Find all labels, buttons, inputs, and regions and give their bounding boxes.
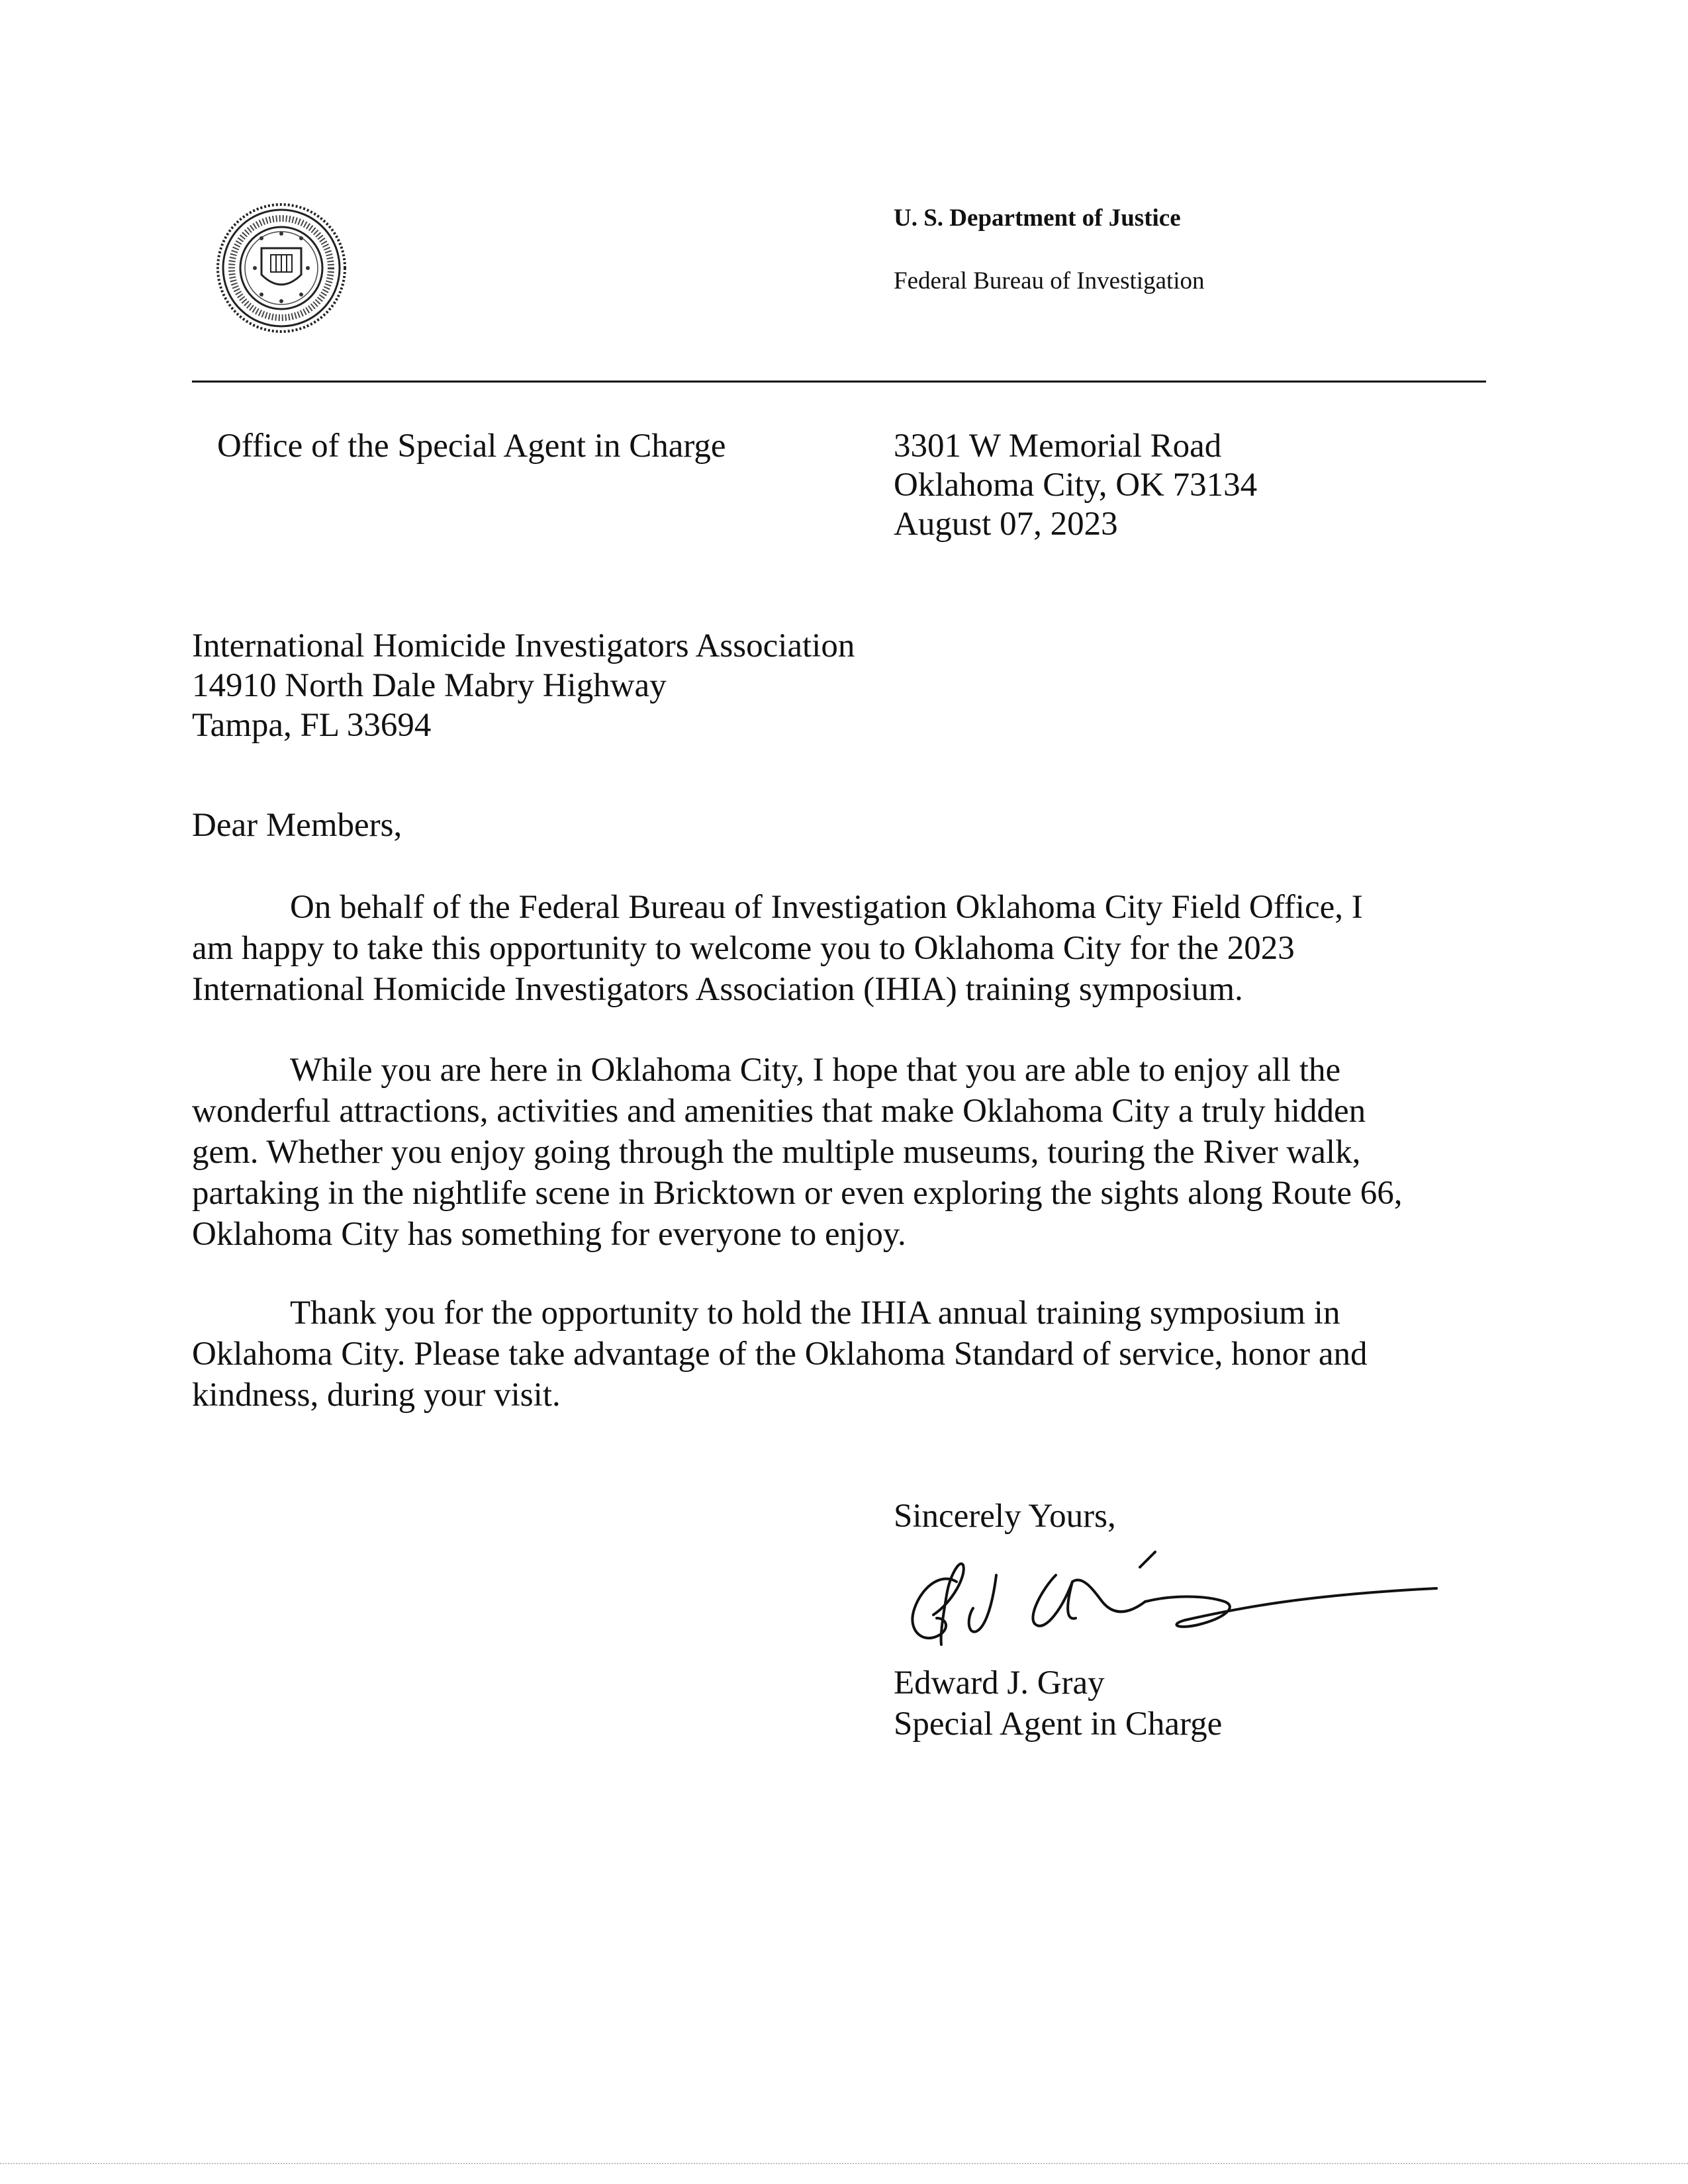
handwritten-signature xyxy=(894,1502,1450,1681)
paragraph-attractions xyxy=(192,1050,1489,1255)
paragraph-line: On behalf of the Federal Bureau of Investigation Oklahoma City Field Office, I xyxy=(290,889,1363,926)
sender-address xyxy=(894,427,1257,544)
paragraph-line: International Homicide Investigators Association (IHIA) training symposium. xyxy=(192,971,1243,1008)
scan-edge-marks xyxy=(0,2163,1688,2164)
paragraph-line: wonderful attractions, activities and amenities that make Oklahoma City a truly hidden xyxy=(192,1093,1366,1130)
paragraph-line: kindness, during your visit. xyxy=(192,1377,561,1414)
signer-title: Special Agent in Charge xyxy=(894,1706,1223,1743)
sender-street: 3301 W Memorial Road xyxy=(894,428,1222,465)
sender-city: Oklahoma City, OK 73134 xyxy=(894,467,1258,504)
recipient-city: Tampa, FL 33694 xyxy=(192,707,432,744)
closing: Sincerely Yours, xyxy=(894,1498,1116,1535)
salutation: Dear Members, xyxy=(192,807,402,844)
office-name: Office of the Special Agent in Charge xyxy=(217,428,726,465)
paragraph-line: am happy to take this opportunity to welcome you to Oklahoma City for the 2023 xyxy=(192,930,1295,967)
department-heading: U. S. Department of Justice xyxy=(894,205,1181,232)
paragraph-line: While you are here in Oklahoma City, I hope that you are able to enjoy all the xyxy=(290,1052,1341,1089)
signer-name: Edward J. Gray xyxy=(894,1664,1105,1702)
fbi-seal-icon xyxy=(215,202,348,334)
recipient-address xyxy=(192,626,855,745)
paragraph-welcome xyxy=(192,887,1489,1010)
letter-date: August 07, 2023 xyxy=(894,506,1118,543)
paragraph-line: partaking in the nightlife scene in Bricktown or even exploring the sights along Route 66, xyxy=(192,1175,1403,1212)
letterhead-divider xyxy=(192,381,1486,383)
recipient-name: International Homicide Investigators Association xyxy=(192,627,855,664)
recipient-street: 14910 North Dale Mabry Highway xyxy=(192,667,667,704)
paragraph-line: Oklahoma City. Please take advantage of the Oklahoma Standard of service, honor and xyxy=(192,1336,1368,1373)
bureau-name: Federal Bureau of Investigation xyxy=(894,267,1205,295)
paragraph-thanks xyxy=(192,1293,1489,1416)
signer-block xyxy=(894,1662,1222,1745)
paragraph-line: Oklahoma City has something for everyone to enjoy. xyxy=(192,1216,906,1253)
paragraph-line: gem. Whether you enjoy going through the multiple museums, touring the River walk, xyxy=(192,1134,1361,1171)
paragraph-line: Thank you for the opportunity to hold the IHIA annual training symposium in xyxy=(290,1295,1340,1332)
